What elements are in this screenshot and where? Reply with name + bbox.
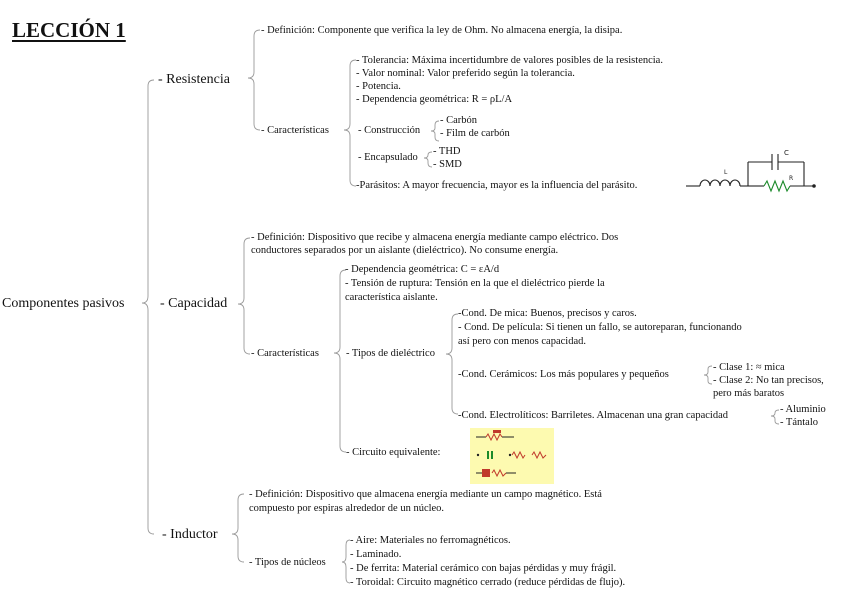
capacidad-circuito-equivalente: - Circuito equivalente: bbox=[346, 447, 441, 458]
resistencia-encapsulado: - Encapsulado bbox=[358, 152, 418, 163]
equivalent-circuit-image bbox=[470, 428, 554, 484]
capacidad-tension-ruptura-2: característica aislante. bbox=[345, 292, 438, 303]
nucleo-toroidal: - Toroidal: Circuito magnético cerrado (reduce pérdidas de flujo). bbox=[350, 577, 626, 588]
parasitic-circuit-diagram bbox=[686, 146, 826, 194]
capacidad-tension-ruptura: - Tensión de ruptura: Tensión en la que el dieléctrico pierde la bbox=[345, 278, 605, 289]
node-inductor: - Inductor bbox=[162, 527, 218, 542]
resistencia-construccion: - Construcción bbox=[358, 125, 421, 136]
node-capacidad: - Capacidad bbox=[160, 296, 228, 311]
inductor-tipos-nucleos: - Tipos de núcleos bbox=[249, 557, 326, 568]
capacidad-dependencia: - Dependencia geométrica: C = εA/d bbox=[345, 264, 500, 275]
dielectrico-mica: -Cond. De mica: Buenos, precisos y caros. bbox=[458, 308, 637, 319]
capacidad-tipos-dielectrico: - Tipos de dieléctrico bbox=[346, 348, 435, 359]
dielectrico-electroliticos: -Cond. Electrolíticos: Barriletes. Almacenan una gran capacidad bbox=[458, 410, 728, 421]
nucleo-ferrita: - De ferrita: Material cerámico con bajas pérdidas y muy frágil. bbox=[350, 563, 617, 574]
nucleo-aire: - Aire: Materiales no ferromagnéticos. bbox=[350, 535, 511, 546]
dielectrico-pelicula-1: - Cond. De película: Si tienen un fallo, se autoreparan, funcionando bbox=[458, 322, 742, 333]
construccion-carbon: - Carbón bbox=[440, 115, 478, 126]
resistencia-valor-nominal: - Valor nominal: Valor preferido según la tolerancia. bbox=[356, 68, 575, 79]
resistencia-definicion: - Definición: Componente que verifica la ley de Ohm. No almacena energía, la disipa. bbox=[261, 25, 623, 36]
electroliticos-tantalo: - Tántalo bbox=[780, 417, 819, 428]
dielectrico-pelicula-2: así pero con menos capacidad. bbox=[458, 336, 586, 347]
encapsulado-thd: - THD bbox=[433, 146, 461, 157]
inductor-definicion-2: compuesto por espiras alrededor de un núcleo. bbox=[249, 503, 445, 514]
resistencia-parasitos: -Parásitos: A mayor frecuencia, mayor es la influencia del parásito. bbox=[356, 180, 638, 191]
resistencia-caracteristicas: - Características bbox=[261, 125, 329, 136]
dielectrico-ceramicos: -Cond. Cerámicos: Los más populares y pequeños bbox=[458, 369, 669, 380]
circuit-label-l: L bbox=[724, 169, 728, 176]
ceramicos-clase2: - Clase 2: No tan precisos, bbox=[713, 375, 824, 386]
resistencia-tolerancia: - Tolerancia: Máxima incertidumbre de valores posibles de la resistencia. bbox=[356, 55, 663, 66]
electroliticos-aluminio: - Aluminio bbox=[780, 404, 826, 415]
capacidad-definicion-1: - Definición: Dispositivo que recibe y almacena energía mediante campo eléctrico. Dos bbox=[251, 232, 619, 243]
nucleo-laminado: - Laminado. bbox=[350, 549, 402, 560]
inductor-definicion-1: - Definición: Dispositivo que almacena energía mediante un campo magnético. Está bbox=[249, 489, 602, 500]
encapsulado-smd: - SMD bbox=[433, 159, 462, 170]
ceramicos-clase2-2: pero más baratos bbox=[713, 388, 785, 399]
page-title: LECCIÓN 1 bbox=[12, 18, 126, 42]
circuit-label-c: C bbox=[784, 149, 789, 157]
resistencia-dependencia: - Dependencia geométrica: R = ρL/A bbox=[356, 94, 513, 105]
node-resistencia: - Resistencia bbox=[158, 72, 230, 87]
construccion-film: - Film de carbón bbox=[440, 128, 510, 139]
capacidad-definicion-2: conductores separados por un aislante (dieléctrico). No consume energía. bbox=[251, 245, 559, 256]
ceramicos-clase1: - Clase 1: ≈ mica bbox=[713, 362, 785, 373]
resistencia-potencia: - Potencia. bbox=[356, 81, 401, 92]
capacidad-caracteristicas: - Características bbox=[251, 348, 319, 359]
circuit-label-r: R bbox=[789, 175, 794, 182]
root-node: Componentes pasivos bbox=[2, 296, 125, 311]
